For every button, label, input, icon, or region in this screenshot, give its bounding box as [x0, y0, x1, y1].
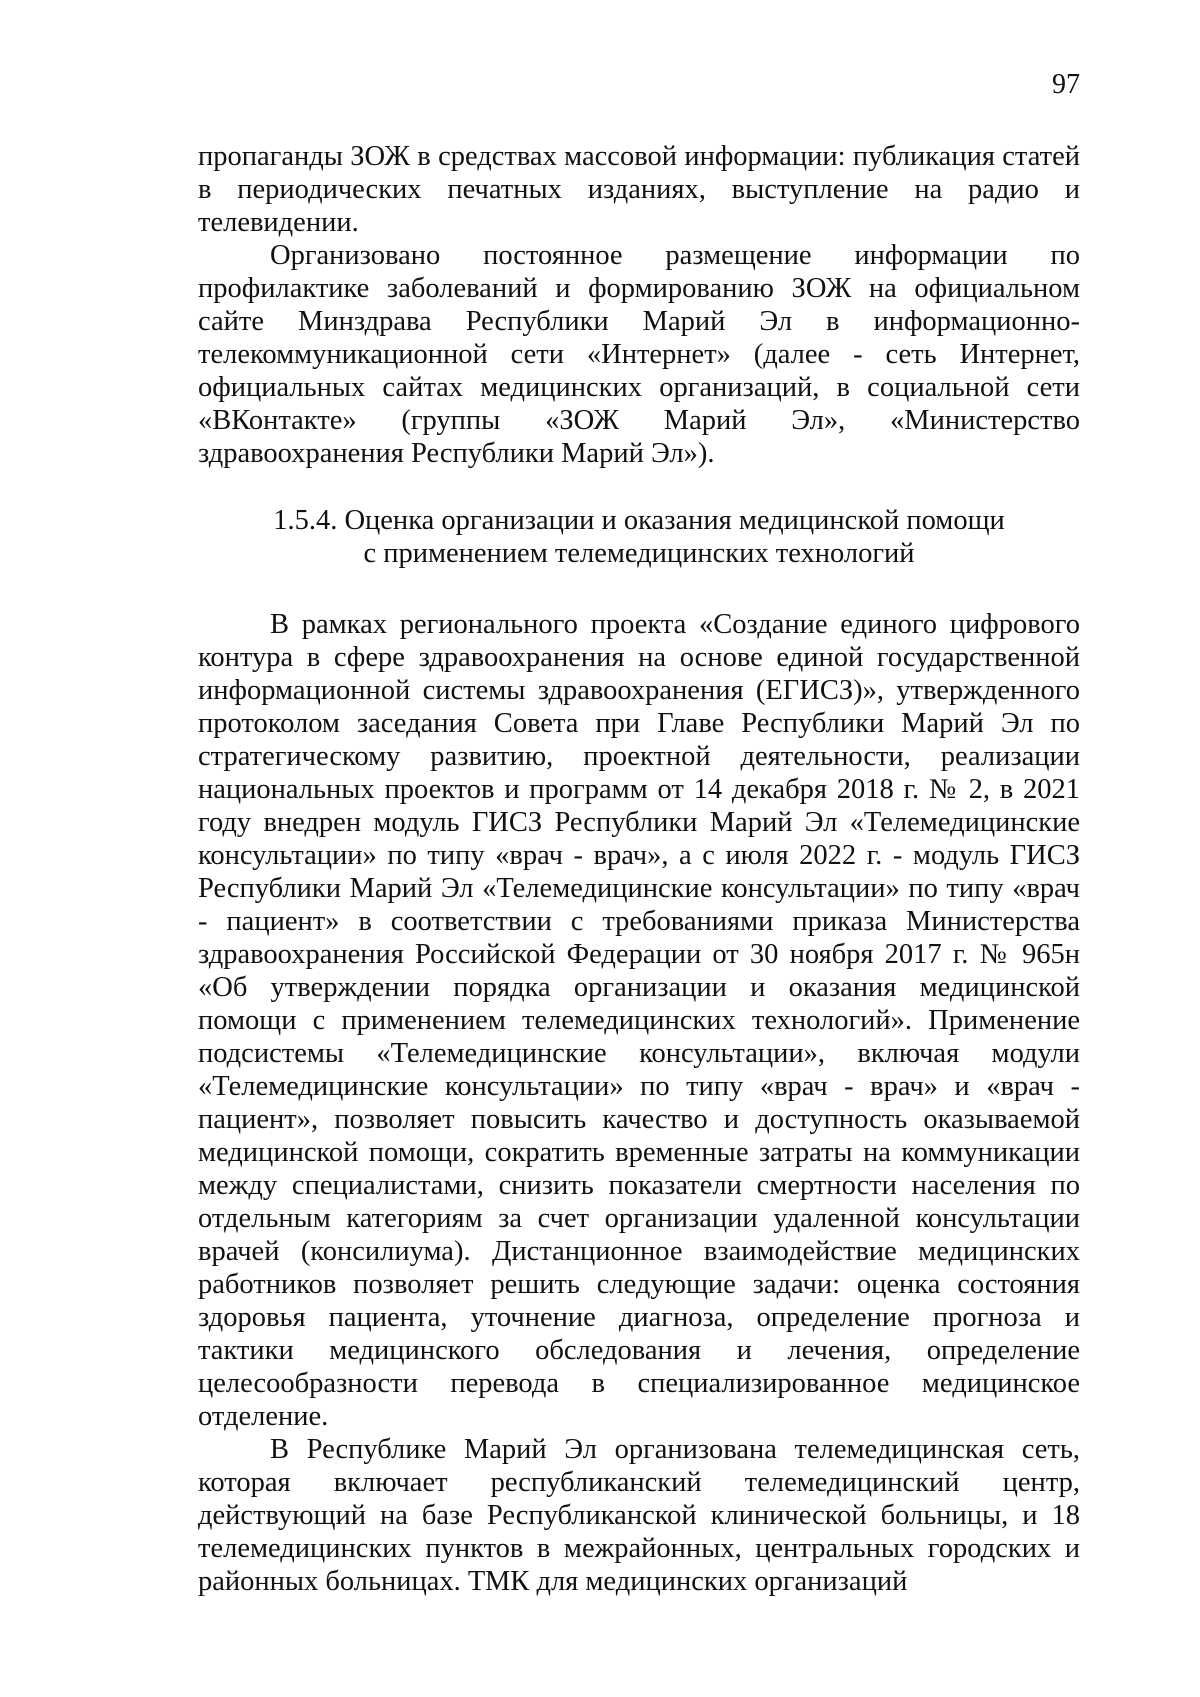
page-number: 97: [1052, 69, 1080, 100]
section-heading-line-2: с применением телемедицинских технологий: [363, 538, 915, 569]
paragraph-telemedicine-network: В Республике Марий Эл организована телемедицинская сеть, которая включает республиканский телемедицинский центр, действующий на базе Республиканской клинической больницы, и 18 телемедицинских пунктов в межрайонных, центральных городских и районных больницах. ТМК для медицинских организаций: [198, 1434, 1080, 1597]
paragraph-zozh-media: пропаганды ЗОЖ в средствах массовой информации: публикация статей в периодических печатных изданиях, выступление на радио и телевидении.: [198, 141, 1080, 238]
paragraph-info-placement: Организовано постоянное размещение информации по профилактике заболеваний и формированию ЗОЖ на официальном сайте Минздрава Республики Марий Эл в информационно-телекоммуникационной сети «Интернет» (далее - сеть Интернет, официальных сайтах медицинских организаций, в социальной сети «ВКонтакте» (группы «ЗОЖ Марий Эл», «Министерство здравоохранения Республики Марий Эл»).: [198, 240, 1080, 469]
paragraph-regional-project: В рамках регионального проекта «Создание единого цифрового контура в сфере здравоохранения на основе единой государственной информационной системы здравоохранения (ЕГИСЗ)», утвержденного протоколом заседания Совета при Главе Республики Марий Эл по стратегическому развитию, проектной деятельности, реализации национальных проектов и программ от 14 декабря 2018 г. № 2, в 2021 году внедрен модуль ГИСЗ Республики Марий Эл «Телемедицинские консультации» по типу «врач - врач», а с июля 2022 г. - модуль ГИСЗ Республики Марий Эл «Телемедицинские консультации» по типу «врач - пациент» в соответствии с требованиями приказа Министерства здравоохранения Российской Федерации от 30 ноября 2017 г. № 965н «Об утверждении порядка организации и оказания медицинской помощи с применением телемедицинских технологий». Применение подсистемы «Телемедицинские консультации», включая модули «Телемедицинские консультации» по типу «врач - врач» и «врач - пациент», позволяет повысить качество и доступность оказываемой медицинской помощи, сократить временные затраты на коммуникации между специалистами, снизить показатели смертности населения по отдельным категориям за счет организации удаленной консультации врачей (консилиума). Дистанционное взаимодействие медицинских работников позволяет решить следующие задачи: оценка состояния здоровья пациента, уточнение диагноза, определение прогноза и тактики медицинского обследования и лечения, определение целесообразности перевода в специализированное медицинское отделение.: [198, 609, 1080, 1432]
section-heading: [198, 504, 1080, 570]
document-body: [198, 140, 1080, 1598]
section-heading-line-1: 1.5.4. Оценка организации и оказания медицинской помощи: [273, 505, 1005, 536]
